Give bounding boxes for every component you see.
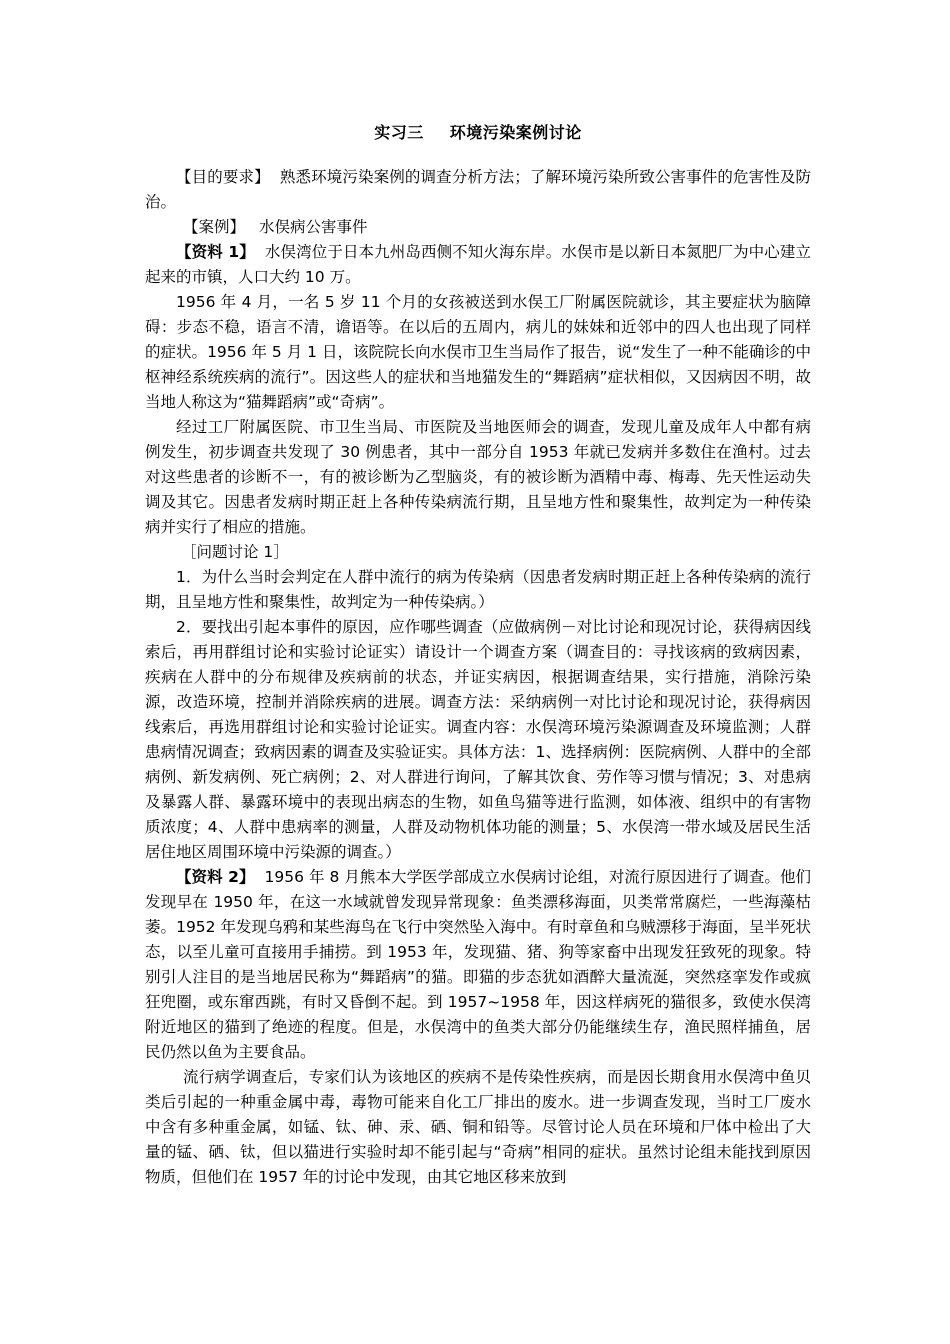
title-part-2: 环境污染案例讨论 (449, 123, 582, 142)
discussion1-question-2: 2．要找出引起本事件的原因，应作哪些调查（应做病例－对比讨论和现况讨论，获得病因线索后，再用群组讨论和实验讨论证实）请设计一个调查方案（调查目的：寻找该病的致病因素，疾病在人群中的分布规律及疾病前的状态，并证实病因，根据调查结果，实行措施，消除污染源，改造环境，控制并消除疾病的进展。调查方法：采纳病例一对比讨论和现况讨论，获得病因线索后，再选用群组讨论和实验讨论证实。调查内容：水俣湾环境污染源调查及环境监测；人群患病情况调查；致病因素的调查及实验证实。具体方法：1、选择病例：医院病例、人群中的全部病例、新发病例、死亡病例；2、对人群进行询问，了解其饮食、劳作等习惯与情况；3、对患病及暴露人群、暴露环境中的表现出病态的生物，如鱼鸟猫等进行监测，如体液、组织中的有害物质浓度；4、人群中患病率的测量，人群及动物机体功能的测量；5、水俣湾一带水域及居民生活居住地区周围环境中污染源的调查。） (145, 618, 811, 861)
objective-paragraph (145, 165, 811, 215)
case-text: 水俣病公害事件 (259, 218, 368, 236)
discussion1-heading: ［问题讨论 1］ (181, 543, 289, 561)
material1-paragraph-2: 1956 年 4 月，一名 5 岁 11 个月的女孩被送到水俣工厂附属医院就诊，其主要症状为脑障碍：步态不稳，语言不清，谵语等。在以后的五周内，病儿的妹妹和近邻中的四人也出现了同样的症状。1956 年 5 月 1 日，该院院长向水俣市卫生当局作了报告，说“发生了一种不能确诊的中枢神经系统疾病的流行”。因这些人的症状和当地猫发生的“舞蹈病”症状相似，又因病因不明，故当地人称这为“猫舞蹈病”或“奇病”。 (145, 293, 811, 411)
material2-label: 【资料 2】 (176, 868, 255, 886)
page-title (145, 120, 811, 143)
material1-paragraph-3: 经过工厂附属医院、市卫生当局、市医院及当地医师会的调查，发现儿童及成年人中都有病例发生，初步调查共发现了 30 例患者，其中一部分自 1953 年就已发病并多数住在渔村。过去对这些患者的诊断不一，有的被诊断为乙型脑炎，有的被诊断为酒精中毒、梅毒、先天性运动失调及其它。因患者发病时期正赶上各种传染病流行期，且呈地方性和聚集性，故判定为一种传染病并实行了相应的措施。 (145, 418, 811, 536)
objective-label: 【目的要求】 (176, 168, 270, 186)
case-paragraph (145, 215, 811, 240)
document-page (145, 120, 811, 1190)
material1-intro-text: 水俣湾位于日本九州岛西侧不知火海东岸。水俣市是以新日本氮肥厂为中心建立起来的市镇，人口大约 10 万。 (145, 243, 811, 286)
discussion1-question-1: 1．为什么当时会判定在人群中流行的病为传染病（因患者发病时期正赶上各种传染病的流行期，且呈地方性和聚集性，故判定为一种传染病。） (145, 568, 811, 611)
material1-intro-paragraph (145, 240, 811, 290)
material1-label: 【资料 1】 (176, 243, 255, 261)
case-label: 【案例】 (183, 218, 246, 236)
objective-text: 熟悉环境污染案例的调查分析方法；了解环境污染所致公害事件的危害性及防治。 (145, 168, 811, 211)
title-part-1: 实习三 (374, 123, 424, 142)
material2-paragraph-2: 流行病学调查后，专家们认为该地区的疾病不是传染性疾病，而是因长期食用水俣湾中鱼贝类后引起的一种重金属中毒，毒物可能来自化工厂排出的废水。进一步调查发现，当时工厂废水中含有多种重金属，如锰、钛、砷、汞、硒、铜和铅等。尽管讨论人员在环境和尸体中检出了大量的锰、硒、钛，但以猫进行实验时却不能引起与“奇病”相同的症状。虽然讨论组未能找到原因物质，但他们在 1957 年的讨论中发现，由其它地区移来放到 (145, 1068, 811, 1186)
material2-text-1: 1956 年 8 月熊本大学医学部成立水俣病讨论组，对流行原因进行了调查。他们发现早在 1950 年，在这一水域就曾发现异常现象：鱼类漂移海面，贝类常常腐烂，一些海藻枯萎。1952 年发现乌鸦和某些海鸟在飞行中突然坠入海中。有时章鱼和乌贼漂移于海面，呈半死状态，以至儿童可直接用手捕捞。到 1953 年，发现猫、猪、狗等家畜中出现发狂致死的现象。特别引人注目的是当地居民称为“舞蹈病”的猫。即猫的步态犹如酒醉大量流涎，突然痉挛发作或疯狂兜圈，或东窜西跳，有时又昏倒不起。到 1957~1958 年，因这样病死的猫很多，致使水俣湾附近地区的猫到了绝迹的程度。但是，水俣湾中的鱼类大部分仍能继续生存，渔民照样捕鱼，居民仍然以鱼为主要食品。 (145, 868, 811, 1061)
material2-paragraph-1 (145, 865, 811, 1065)
